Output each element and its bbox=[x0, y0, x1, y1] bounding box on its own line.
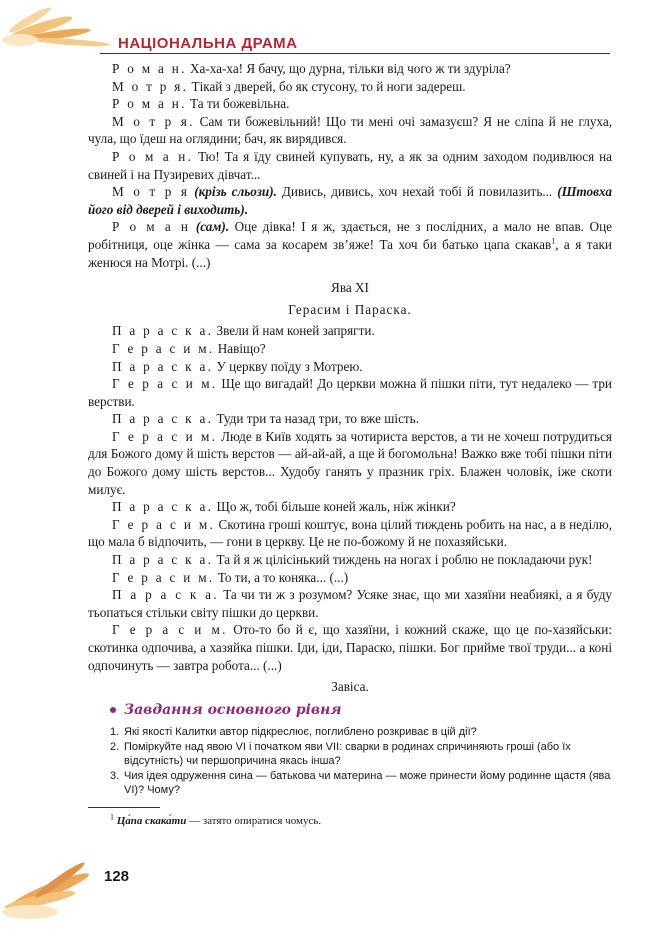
tasks-heading-text: Завдання основного рівня bbox=[124, 701, 342, 718]
dialogue-line bbox=[88, 358, 612, 376]
task-item bbox=[110, 769, 612, 797]
footnote bbox=[110, 813, 612, 831]
footnote-term: Ца́па скака́ти bbox=[116, 815, 187, 828]
stage-remark: (крізь сльози). bbox=[194, 184, 277, 200]
dialogue-line bbox=[88, 569, 612, 587]
speaker-name: М о т р я. bbox=[112, 113, 195, 129]
dialogue-text: , а я таки женюся на Мотрі. (...) bbox=[88, 236, 612, 270]
footnote-divider bbox=[88, 807, 160, 808]
speaker-name: Р о м а н bbox=[112, 219, 191, 235]
dialogue-block bbox=[88, 322, 612, 674]
scene-characters: Герасим і Параска. bbox=[288, 301, 412, 317]
task-number: 3. bbox=[110, 770, 120, 783]
wheat-ornament-icon bbox=[0, 850, 140, 930]
stage-direction: (Штовха його від дверей і виходить). bbox=[88, 184, 613, 217]
dialogue-line bbox=[88, 322, 612, 340]
scene-title: Ява XI bbox=[331, 280, 369, 296]
dialogue-text: Люде в Київ ходять за чотириста верстов, а ти не хочеш потрудиться для Божого дому й шість верстов — ай-ай-ай, а ще й богомольна! Важко вже тобі пішки піти до Божого дому шість верстов... Худобу ганять у празник гріх. Блажен чоловік, іже скоти милує. bbox=[88, 428, 612, 497]
section-header-title: НАЦІОНАЛЬНА ДРАМА bbox=[118, 35, 298, 52]
dialogue-line bbox=[88, 516, 612, 551]
task-text: Які якості Калитки автор підкреслює, поглиблено розкриває в цій дії? bbox=[124, 726, 477, 739]
speaker-name: Г е р а с и м. bbox=[112, 622, 228, 638]
footnote-text: — затято опиратися чомусь. bbox=[186, 815, 322, 828]
speaker-name: Р о м а н. bbox=[112, 61, 187, 76]
dialogue-text: Сам ти божевільний! Що ти мені очі замазуєш? Я не сліпа й не глуха, чула, що їдеш на оглядини; бач, як вирядився. bbox=[88, 113, 612, 147]
header-divider bbox=[100, 53, 610, 54]
speaker-name: П а р а с к а. bbox=[112, 323, 214, 339]
task-item bbox=[110, 740, 612, 768]
dialogue-text: Навіщо? bbox=[214, 340, 266, 356]
dialogue-line-motria bbox=[88, 183, 612, 218]
speaker-name: П а р а с к а. bbox=[112, 587, 219, 603]
dialogue-line-roman bbox=[88, 218, 612, 271]
speaker-name: П а р а с к а. bbox=[112, 358, 214, 374]
dialogue-text: Тікай з дверей, бо як стусону, то й ноги задереш. bbox=[188, 78, 466, 94]
task-list bbox=[110, 725, 612, 797]
dialogue-line bbox=[88, 148, 612, 183]
dialogue-line bbox=[88, 410, 612, 428]
dialogue-line bbox=[88, 551, 612, 569]
speaker-name: Г е р а с и м. bbox=[112, 569, 215, 585]
speaker-name: М о т р я. bbox=[112, 78, 189, 94]
speaker-name: Г е р а с и м. bbox=[112, 428, 218, 444]
curtain-label: Завіса. bbox=[331, 679, 369, 695]
page-body bbox=[88, 60, 612, 831]
speaker-name: П а р а с к а. bbox=[112, 552, 214, 568]
task-number: 1. bbox=[110, 726, 120, 739]
speaker-name: Г е р а с и м. bbox=[112, 516, 216, 532]
speaker-name: Г е р а с и м. bbox=[112, 340, 215, 356]
dialogue-line bbox=[88, 340, 612, 358]
dialogue-text: Ото-то бо й є, що хазяїни, і кожний скаже, що це по-хазяйськи: скотинка одпочива, а хазяйка пішки. Іди, іди, Параско, пішки. Бог прийме твої труди... а коні одпочинуть — завтра робота... (...) bbox=[88, 622, 612, 673]
dialogue-line bbox=[88, 375, 612, 410]
dialogue-line bbox=[88, 586, 612, 621]
dialogue-text: Звели й нам коней запрягти. bbox=[213, 323, 375, 339]
footnote-ref: 1 bbox=[551, 236, 556, 246]
speaker-name: П а р а с к а. bbox=[112, 499, 214, 515]
dialogue-text: У церкву поїду з Мотрею. bbox=[213, 358, 363, 374]
dialogue-line bbox=[88, 498, 612, 516]
page-number: 128 bbox=[104, 868, 130, 885]
stage-remark: (сам). bbox=[195, 219, 230, 235]
dialogue-line bbox=[88, 78, 612, 96]
speaker-name: Г е р а с и м. bbox=[112, 376, 218, 392]
speaker-name: П а р а с к а. bbox=[112, 411, 214, 427]
dialogue-text: Скотина гроші коштує, вона цілий тиждень робить на нас, а в неділю, що мала б відпочить, — гони в церкву. Це не по-божому й не похазяйськи. bbox=[88, 516, 612, 550]
dialogue-line bbox=[88, 428, 612, 498]
task-number: 2. bbox=[110, 741, 120, 754]
dialogue-block bbox=[88, 60, 612, 183]
dialogue-text: Туди три та назад три, то вже шість. bbox=[213, 411, 419, 427]
dialogue-text: Та чи ти ж з розумом? Усяке знає, що ми хазяїни неабиякі, а я буду тьопаться стільки світу пішки до церкви. bbox=[88, 587, 612, 620]
footnote-mark: 1 bbox=[110, 812, 114, 822]
dialogue-text: Що ж, тобі більше коней жаль, ніж жінки? bbox=[213, 499, 456, 515]
speaker-name: Р о м а н. bbox=[112, 96, 187, 112]
dialogue-text: Ха-ха-ха! Я бачу, що дурна, тільки від чого ж ти здуріла? bbox=[186, 61, 511, 76]
dialogue-text: Оце дівка! І я ж, здається, не з послідних, а мало не впав. Оце робітниця, оце жінка — сама за косарем зв’яже! Та хоч би батько цапа скакав bbox=[88, 219, 612, 252]
dialogue-line bbox=[88, 621, 612, 674]
dialogue-line bbox=[88, 113, 612, 148]
task-text: Поміркуйте над явою VI і початком яви VII: сварки в родинах спричиняють гроші (або їх відсутність) чи першопричина якась інша? bbox=[124, 741, 571, 768]
dialogue-text: Та ти божевільна. bbox=[186, 96, 290, 112]
dialogue-text: То ти, а то коняка... (...) bbox=[214, 569, 349, 585]
dialogue-text: Дивись, дивись, хоч нехай тобі й повилазить... bbox=[276, 184, 553, 200]
task-text: Чия ідея одруження сина — батькова чи материна — може принести йому родинне щастя (ява VI)? Чому? bbox=[124, 770, 611, 797]
speaker-name: Р о м а н. bbox=[112, 148, 194, 164]
speaker-name: М о т р я bbox=[112, 184, 190, 200]
dialogue-text: Та й я ж цілісінький тиждень на ногах і роблю не покладаючи рук! bbox=[213, 552, 593, 568]
dialogue-line bbox=[88, 95, 612, 113]
dialogue-line bbox=[88, 60, 612, 78]
dialogue-text: Тю! Та я їду свиней купувать, ну, а як за одним заходом подивлюся на свиней і на Пузиревих дівчат... bbox=[88, 148, 612, 182]
task-item bbox=[110, 725, 612, 739]
dialogue-text: Ще що вигадай! До церкви можна й пішки піти, тут недалеко — три верстви. bbox=[88, 376, 612, 409]
tasks-heading bbox=[110, 702, 612, 720]
bullet-icon bbox=[110, 707, 116, 713]
